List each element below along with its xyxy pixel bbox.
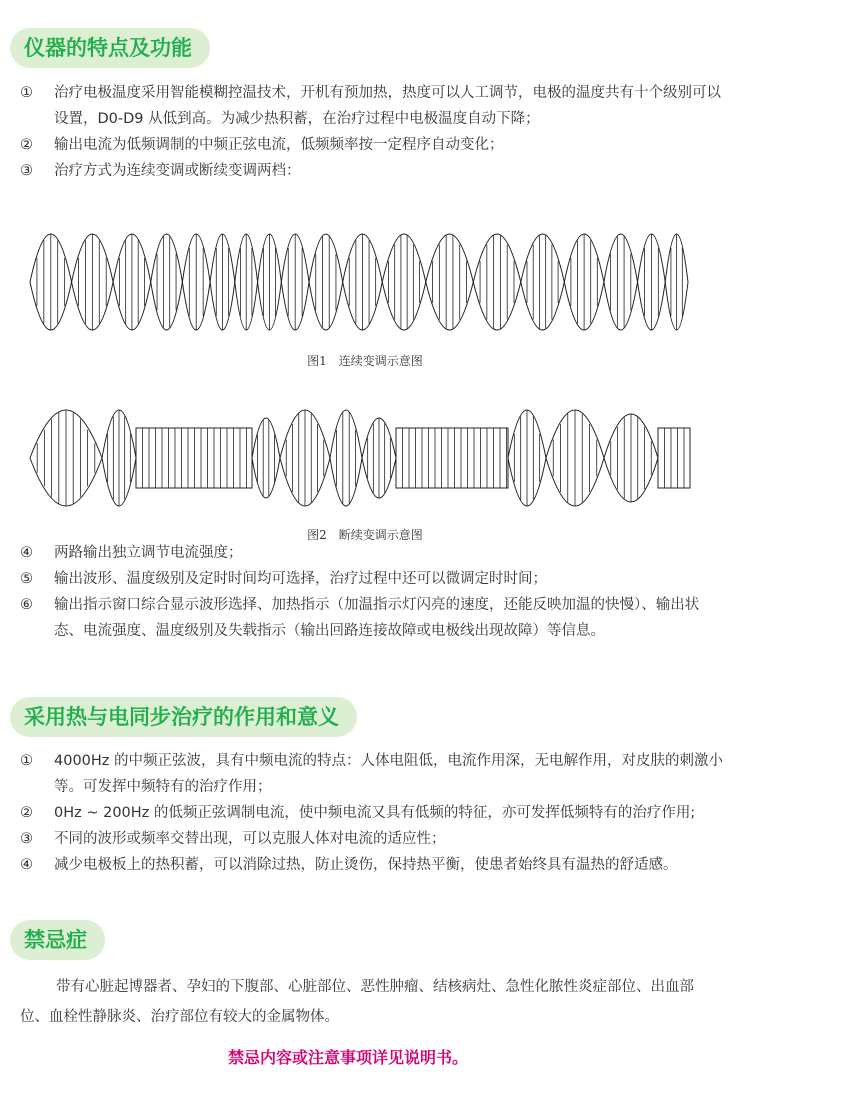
list-item (20, 158, 726, 184)
list-item (20, 540, 726, 566)
item-text: 4000Hz 的中频正弦波，具有中频电流的特点：人体电阻低，电流作用深，无电解作用，对皮肤的刺激小等。可发挥中频特有的治疗作用； (54, 753, 724, 795)
item-number: ② (20, 805, 33, 821)
item-number: ⑤ (20, 571, 33, 587)
waveform-lobe (330, 410, 362, 506)
waveform-lobe (362, 418, 396, 498)
item-text: 输出电流为低频调制的中频正弦电流，低频频率按一定程序自动变化； (54, 137, 504, 153)
band-outline (658, 428, 690, 488)
waveform-lobe (102, 410, 136, 506)
waveform-lobe (113, 234, 151, 330)
waveform-lobe (252, 418, 280, 498)
item-number: ④ (20, 857, 33, 873)
item-text: 输出波形、温度级别及定时时间均可选择，治疗过程中还可以微调定时时间； (54, 571, 547, 587)
list-item (20, 800, 726, 826)
waveform-lobe (604, 414, 658, 502)
waveform-lobe (382, 234, 426, 330)
item-text: 输出指示窗口综合显示波形选择、加热指示（加温指示灯闪亮的速度，还能反映加温的快慢）、输出状态、电流强度、温度级别及失载指示（输出回路连接故障或电极线出现故障）等信息。 (54, 597, 700, 639)
waveform-lobe (546, 410, 604, 506)
item-number: ② (20, 137, 33, 153)
waveform-lobe (210, 234, 235, 330)
item-text: 不同的波形或频率交替出现，可以克服人体对电流的适应性； (54, 831, 446, 847)
item-text: 减少电极板上的热积蓄，可以消除过热，防止烫伤，保持热平衡，使患者始终具有温热的舒适感。 (54, 857, 678, 873)
item-number: ④ (20, 545, 33, 561)
waveform-lobe (30, 410, 102, 506)
significance-list (20, 748, 726, 878)
waveform-lobe (604, 234, 638, 330)
waveform-lobe (665, 234, 688, 330)
item-text: 治疗电极温度采用智能模糊控温技术，开机有预加热，热度可以人工调节，电极的温度共有十个级别可以设置，D0-D9 从低到高。为减少热积蓄，在治疗过程中电极温度自动下降； (54, 85, 721, 127)
list-item (20, 132, 726, 158)
item-number: ① (20, 85, 33, 101)
list-item (20, 592, 726, 644)
lobe-outline (151, 234, 183, 330)
waveform-lobe (564, 234, 604, 330)
continuous-modulation-figure (0, 222, 730, 342)
features-list-top (20, 80, 726, 184)
item-number: ③ (20, 163, 33, 179)
list-item (20, 80, 726, 132)
list-item (20, 748, 726, 800)
waveform-lobe (521, 234, 565, 330)
waveform-lobe (72, 234, 114, 330)
waveform-band (396, 428, 508, 488)
item-text: 治疗方式为连续变调或断续变调两档： (54, 163, 301, 179)
waveform-lobe (638, 234, 666, 330)
section-title-significance: 采用热与电同步治疗的作用和意义 (10, 697, 357, 737)
instruction-note: 禁忌内容或注意事项详见说明书。 (228, 1048, 469, 1067)
lobe-outline (309, 234, 343, 330)
waveform-lobe (30, 234, 72, 330)
item-number: ① (20, 753, 33, 769)
waveform-lobe (151, 234, 183, 330)
contraindications-text: 带有心脏起博器者、孕妇的下腹部、心脏部位、恶性肿瘤、结核病灶、急性化脓性炎症部位、出血部位、血栓性静脉炎、治疗部位有较大的金属物体。 (20, 979, 694, 1025)
intermittent-modulation-figure (0, 400, 730, 520)
item-text: 0Hz ~ 200Hz 的低频正弦调制电流，使中频电流又具有低频的特征，亦可发挥低频特有的治疗作用; (54, 805, 696, 821)
waveform-lobe (281, 234, 309, 330)
item-number: ⑥ (20, 597, 33, 613)
lobe-outline (330, 410, 362, 506)
section-title-features: 仪器的特点及功能 (10, 28, 210, 68)
lobe-outline (252, 418, 280, 498)
waveform-lobe (473, 234, 520, 330)
features-list-bottom (20, 540, 726, 644)
section-title-contraindications: 禁忌症 (10, 920, 105, 960)
waveform-lobe (258, 234, 282, 330)
waveform-lobe (343, 234, 383, 330)
item-number: ③ (20, 831, 33, 847)
band-outline (136, 428, 252, 488)
waveform-lobe (280, 410, 330, 506)
waveform-lobe (508, 410, 546, 506)
waveform-lobe (426, 234, 473, 330)
list-item (20, 566, 726, 592)
waveform-band (658, 428, 690, 488)
figure1-caption: 图1 连续变调示意图 (307, 354, 423, 368)
item-text: 两路输出独立调节电流强度； (54, 545, 243, 561)
lobe-outline (604, 234, 638, 330)
waveform-lobe (309, 234, 343, 330)
list-item (20, 826, 726, 852)
waveform-lobe (182, 234, 210, 330)
figure2-caption: 图2 断续变调示意图 (307, 528, 423, 542)
waveform-band (136, 428, 252, 488)
waveform-lobe (235, 234, 258, 330)
list-item (20, 852, 726, 878)
band-outline (396, 428, 508, 488)
